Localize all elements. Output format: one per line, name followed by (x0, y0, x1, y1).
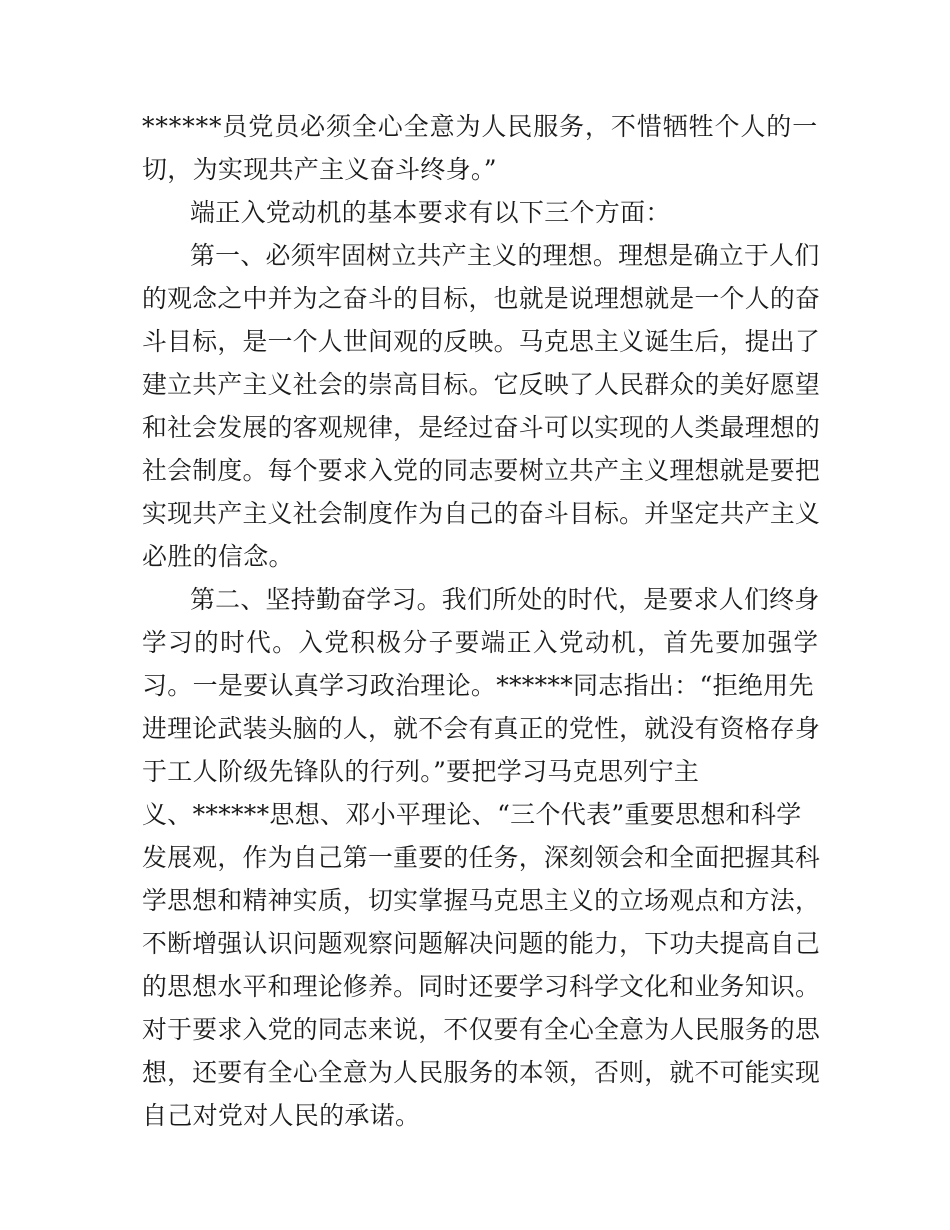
text-line: 的观念之中并为之奋斗的目标，也就是说理想就是一个人的奋 (142, 284, 821, 313)
text-line: 学思想和精神实质，切实掌握马克思主义的立场观点和方法， (142, 886, 821, 915)
text-line: 自己对党对人民的承诺。 (142, 1101, 421, 1130)
text-line: 的思想水平和理论修养。同时还要学习科学文化和业务知识。 (142, 972, 821, 1001)
text-line: 习。一是要认真学习政治理论。******同志指出：“拒绝用先 (142, 671, 814, 700)
text-line: 斗目标，是一个人世间观的反映。马克思主义诞生后，提出了 (142, 327, 821, 356)
text-line: ******员党员必须全心全意为人民服务，不惜牺牲个人的一 (142, 112, 819, 141)
text-line: 于工人阶级先锋队的行列。”要把学习马克思列宁主 (142, 757, 700, 786)
text-line: 义、******思想、邓小平理论、“三个代表”重要思想和科学 (142, 800, 802, 829)
text-line: 社会制度。每个要求入党的同志要树立共产主义理想就是要把 (142, 456, 821, 485)
text-line: 对于要求入党的同志来说，不仅要有全心全意为人民服务的思 (142, 1015, 821, 1044)
text-line: 发展观，作为自己第一重要的任务，深刻领会和全面把握其科 (142, 843, 821, 872)
paragraph-line: 第二、坚持勤奋学习。我们所处的时代，是要求人们终身 (190, 585, 820, 614)
text-line: 实现共产主义社会制度作为自己的奋斗目标。并坚定共产主义 (142, 499, 821, 528)
text-line: 不断增强认识问题观察问题解决问题的能力，下功夫提高自己 (142, 929, 821, 958)
text-line: 进理论武装头脑的人，就不会有真正的党性，就没有资格存身 (142, 714, 821, 743)
text-line: 想，还要有全心全意为人民服务的本领，否则，就不可能实现 (142, 1058, 821, 1087)
text-line: 学习的时代。入党积极分子要端正入党动机，首先要加强学 (142, 628, 820, 657)
paragraph-line: 第一、必须牢固树立共产主义的理想。理想是确立于人们 (190, 241, 820, 270)
paragraph-line: 端正入党动机的基本要求有以下三个方面： (190, 198, 671, 227)
text-line: 和社会发展的客观规律，是经过奋斗可以实现的人类最理想的 (142, 413, 821, 442)
text-line: 切，为实现共产主义奋斗终身。” (142, 155, 497, 184)
text-line: 必胜的信念。 (142, 542, 294, 571)
text-line: 建立共产主义社会的崇高目标。它反映了人民群众的美好愿望 (142, 370, 821, 399)
